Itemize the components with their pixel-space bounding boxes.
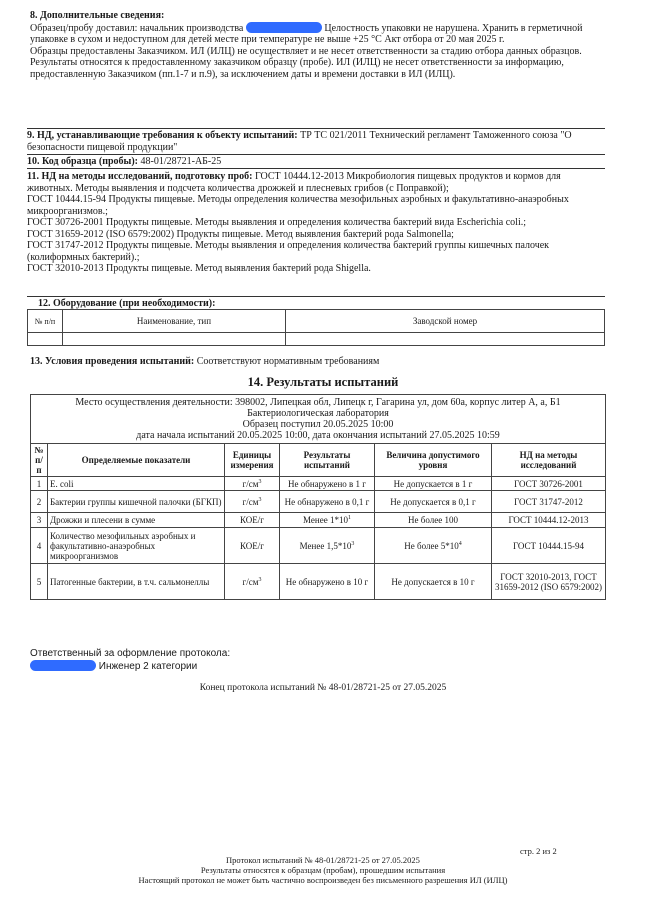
storage-text: Целостность упаковки не нарушена. Хранить в герметичной упаковке в сухом и недоступном для детей месте при температуре не выше +25 °С Акт отбора от 20 мая 2025 г. (30, 22, 583, 45)
header-method: НД на методы исследований (492, 444, 606, 477)
method-line-3: ГОСТ 30726-2001 Продукты пищевые. Методы выявления и определения количества бактерий вида Escherichia coli.; (27, 217, 527, 228)
section-8-paragraph-2: Образцы предоставлены Заказчиком. ИЛ (ИЛЦ) не осуществляет и не несет ответственности за стадию отбора данных образцов. Результаты относятся к предоставленному заказчиком образцу (пробе). ИЛ (ИЛЦ) не несет ответственности за информацию, предоставленную Заказчиком (пп.1-7 и п.9), за исключением даты и времени доставки в ИЛ (ИЛЦ). (30, 45, 582, 80)
section-8 (30, 10, 600, 80)
row-unit: $г/см^3$ (225, 491, 280, 513)
divider (27, 154, 605, 155)
divider (27, 168, 605, 169)
test-place: Место осуществления деятельности: 398002, Липецкая обл, Липецк г, Гагарина ул, дом 60а, корпус литер А, а, Б1 (75, 397, 561, 408)
row-method: ГОСТ 10444.12-2013 (492, 513, 606, 528)
responsible-line (30, 660, 230, 673)
equipment-empty-row (28, 333, 605, 346)
results-row (31, 528, 606, 564)
responsible-role: Инженер 2 категории (98, 661, 198, 672)
footer-line-1: Протокол испытаний № 48-01/28721-25 от 27.05.2025 (226, 855, 420, 865)
row-result: Менее $1,5*10^3$ (280, 528, 375, 564)
section-10 (27, 156, 605, 168)
section-11 (27, 171, 605, 275)
section-13-label: 13. Условия проведения испытаний: (30, 356, 195, 367)
test-dates: дата начала испытаний 20.05.2025 10:00, дата окончания испытаний 27.05.2025 10:59 (136, 430, 500, 441)
results-header-row (31, 444, 606, 477)
row-number: 1 (31, 477, 48, 491)
equipment-header-row (28, 310, 605, 333)
row-number: 3 (31, 513, 48, 528)
responsible-block (30, 647, 230, 673)
row-limit: Не допускается в 0,1 г (375, 491, 492, 513)
row-result: Не обнаружено в 10 г (280, 564, 375, 600)
equipment-col-name: Наименование, тип (63, 310, 286, 333)
row-indicator: E. coli (48, 477, 225, 491)
header-result: Результаты испытаний (280, 444, 375, 477)
row-limit: Не более 100 (375, 513, 492, 528)
row-indicator: Дрожжи и плесени в сумме (48, 513, 225, 528)
divider (27, 128, 605, 129)
row-number: 2 (31, 491, 48, 513)
section-13-text: Соответствуют нормативным требованиям (196, 356, 380, 367)
row-result: Не обнаружено в 1 г (280, 477, 375, 491)
section-11-label: 11. НД на методы исследований, подготовку проб: (27, 171, 253, 182)
section-8-paragraph-1 (30, 22, 600, 46)
redacted-name (246, 22, 322, 33)
row-limit: Не допускается в 1 г (375, 477, 492, 491)
method-line-2: ГОСТ 10444.15-94 Продукты пищевые. Методы определения количества мезофильных аэробных и факультативно-анаэробных микроорганизмов.; (27, 194, 569, 217)
divider (27, 296, 605, 297)
method-line-1: ГОСТ 10444.12-2013 Микробиология пищевых продуктов и кормов для животных. Методы выявления и подсчета количества дрожжей и плесневых грибов (с Поправкой); (27, 171, 561, 194)
row-number: 5 (31, 564, 48, 600)
page-number: стр. 2 из 2 (520, 846, 557, 856)
end-of-protocol: Конец протокола испытаний № 48-01/28721-25 от 27.05.2025 (199, 683, 447, 693)
results-row (31, 564, 606, 600)
results-row (31, 477, 606, 491)
lab-name: Бактериологическая лаборатория (247, 408, 389, 419)
page-footer (0, 855, 646, 885)
header-limit: Величина допустимого уровня (375, 444, 492, 477)
row-indicator: Количество мезофильных аэробных и факультативно-анаэробных микроорганизмов (48, 528, 225, 564)
equipment-cell (286, 333, 605, 346)
results-row (31, 513, 606, 528)
row-indicator: Бактерии группы кишечной палочки (БГКП) (48, 491, 225, 513)
responsible-label: Ответственный за оформление протокола: (30, 648, 231, 659)
results-row (31, 491, 606, 513)
footer-line-3: Настоящий протокол не может быть частично воспроизведен без письменного разрешения ИЛ (ИЛЦ) (138, 875, 508, 885)
section-9-label: 9. НД, устанавливающие требования к объекту испытаний: (27, 130, 298, 141)
sample-code: 48-01/28721-АБ-25 (140, 156, 222, 167)
row-limit: Не более $5*10^4$ (375, 528, 492, 564)
row-unit: КОЕ/г (225, 513, 280, 528)
results-title: 14. Результаты испытаний (247, 375, 399, 389)
header-indicator: Определяемые показатели (48, 444, 225, 477)
header-unit: Единицы измерения (225, 444, 280, 477)
method-line-4: ГОСТ 31659-2012 (ISO 6579:2002) Продукты пищевые. Метод выявления бактерий рода Salmonella; (27, 228, 454, 240)
results-info-row (31, 395, 606, 444)
row-result: Не обнаружено в 0,1 г (280, 491, 375, 513)
row-unit: $г/см^3$ (225, 564, 280, 600)
section-9 (27, 130, 605, 153)
results-body (31, 477, 606, 600)
section-9-text: ТР ТС 021/2011 Технический регламент Таможенного союза "О безопасности пищевой продукции" (27, 130, 572, 153)
equipment-cell (63, 333, 286, 346)
row-method: ГОСТ 32010-2013, ГОСТ 31659-2012 (ISO 6579:2002) (492, 564, 606, 600)
footer-line-2: Результаты относятся к образцам (пробам), прошедшим испытания (200, 865, 446, 875)
row-number: 4 (31, 528, 48, 564)
header-no: № п/п (31, 444, 48, 477)
section-12-label: 12. Оборудование (при необходимости): (38, 298, 216, 309)
row-indicator: Патогенные бактерии, в т.ч. сальмонеллы (48, 564, 225, 600)
sample-received: Образец поступил 20.05.2025 10:00 (242, 419, 394, 430)
section-10-label: 10. Код образца (пробы): (27, 156, 138, 167)
section-13 (30, 356, 379, 367)
equipment-col-serial: Заводской номер (286, 310, 605, 333)
row-unit: $г/см^3$ (225, 477, 280, 491)
delivered-by-text: Образец/пробу доставил: начальник производства (30, 22, 244, 34)
row-method: ГОСТ 10444.15-94 (492, 528, 606, 564)
section-12 (38, 298, 616, 310)
section-8-title: 8. Дополнительные сведения: (30, 10, 165, 21)
row-unit: КОЕ/г (225, 528, 280, 564)
method-line-6: ГОСТ 32010-2013 Продукты пищевые. Метод выявления бактерий рода Shigella. (27, 263, 371, 274)
row-result: Менее $1*10^1$ (280, 513, 375, 528)
row-method: ГОСТ 31747-2012 (492, 491, 606, 513)
equipment-col-no: № п/п (28, 310, 63, 333)
row-limit: Не допускается в 10 г (375, 564, 492, 600)
equipment-cell (28, 333, 63, 346)
redacted-name (30, 660, 96, 671)
equipment-table (27, 309, 605, 346)
results-info (31, 395, 606, 444)
method-line-5: ГОСТ 31747-2012 Продукты пищевые. Методы выявления и определения количества бактерий группы кишечных палочек (колиформных бактерий).; (27, 240, 550, 263)
row-method: ГОСТ 30726-2001 (492, 477, 606, 491)
results-table (30, 394, 606, 600)
